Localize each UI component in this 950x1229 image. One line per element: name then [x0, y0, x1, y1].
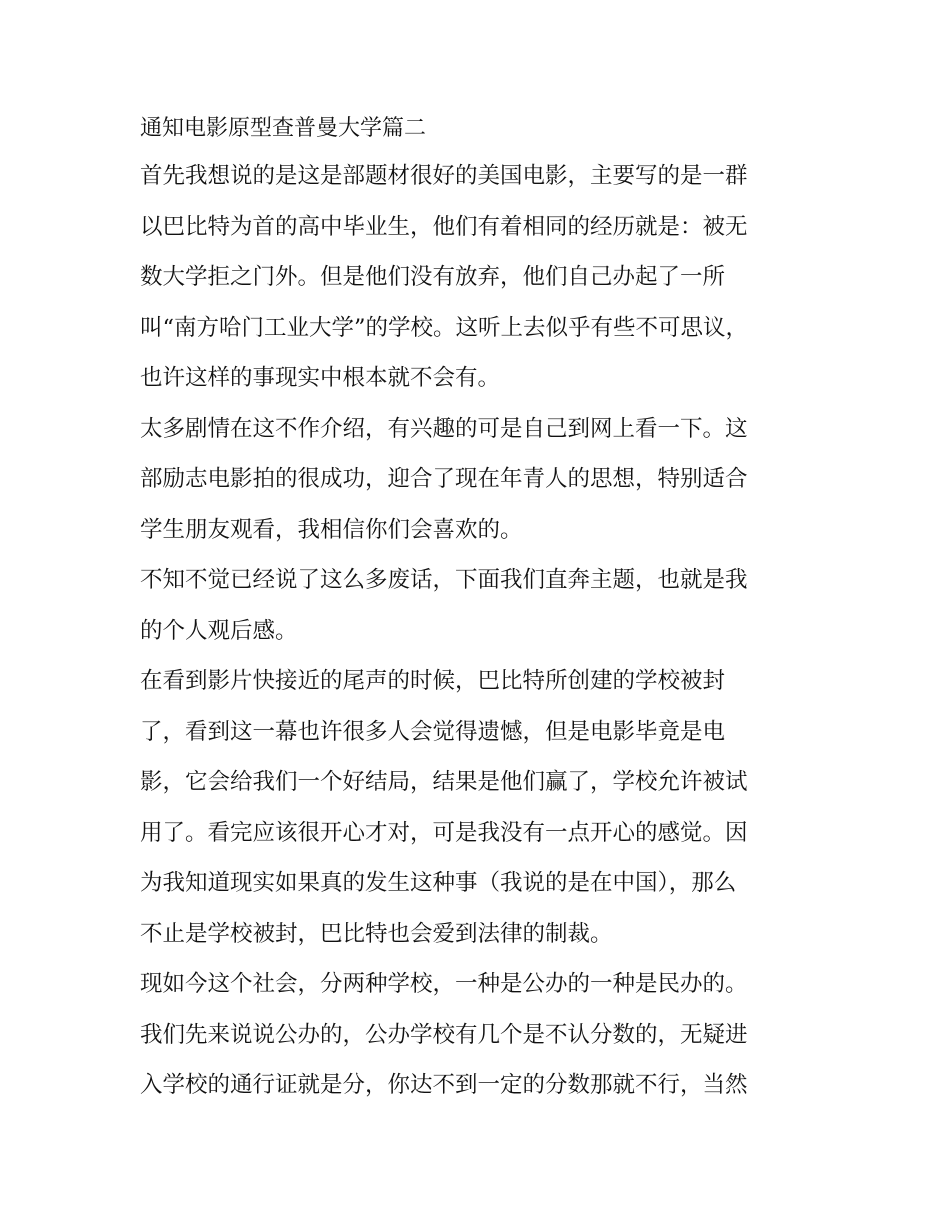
text-line: 入学校的通行证就是分，你达不到一定的分数那就不行，当然	[140, 1072, 748, 1098]
text-line: 叫“南方哈门工业大学”的学校。这听上去似乎有些不可思议，	[140, 314, 749, 341]
text-line: 现如今这个社会，分两种学校，一种是公办的一种是民办的。	[140, 971, 748, 997]
text-line: 不止是学校被封，巴比特也会爱到法律的制裁。	[140, 920, 613, 947]
text-line: 在看到影片快接近的尾声的时候，巴比特所创建的学校被封	[140, 668, 726, 694]
text-line: 以巴比特为首的高中毕业生，他们有着相同的经历就是：被无	[140, 213, 748, 240]
text-line: 部励志电影拍的很成功，迎合了现在年青人的思想，特别适合	[140, 466, 748, 492]
text-line: 太多剧情在这不作介绍，有兴趣的可是自己到网上看一下。这	[140, 415, 748, 442]
text-line: 学生朋友观看，我相信你们会喜欢的。	[140, 516, 523, 543]
text-line: 为我知道现实如果真的发生这种事（我说的是在中国），那么	[140, 870, 737, 896]
text-line: 了，看到这一幕也许很多人会觉得遗憾，但是电影毕竟是电	[140, 718, 726, 745]
document-body	[140, 111, 820, 1111]
text-line: 也许这样的事现实中根本就不会有。	[140, 365, 501, 391]
text-line: 的个人观后感。	[140, 617, 298, 644]
text-line: 影，它会给我们一个好结局，结果是他们赢了，学校允许被试	[140, 769, 748, 795]
text-line: 不知不觉已经说了这么多废话，下面我们直奔主题，也就是我	[140, 567, 748, 593]
text-line: 我们先来说说公办的，公办学校有几个是不认分数的，无疑进	[140, 1021, 748, 1048]
document-title: 通知电影原型查普曼大学篇二	[140, 116, 427, 141]
text-line: 首先我想说的是这是部题材很好的美国电影，主要写的是一群	[140, 163, 748, 189]
text-line: 数大学拒之门外。但是他们没有放弃，他们自己办起了一所	[140, 264, 726, 290]
text-line: 用了。看完应该很开心才对，可是我没有一点开心的感觉。因	[140, 819, 748, 846]
